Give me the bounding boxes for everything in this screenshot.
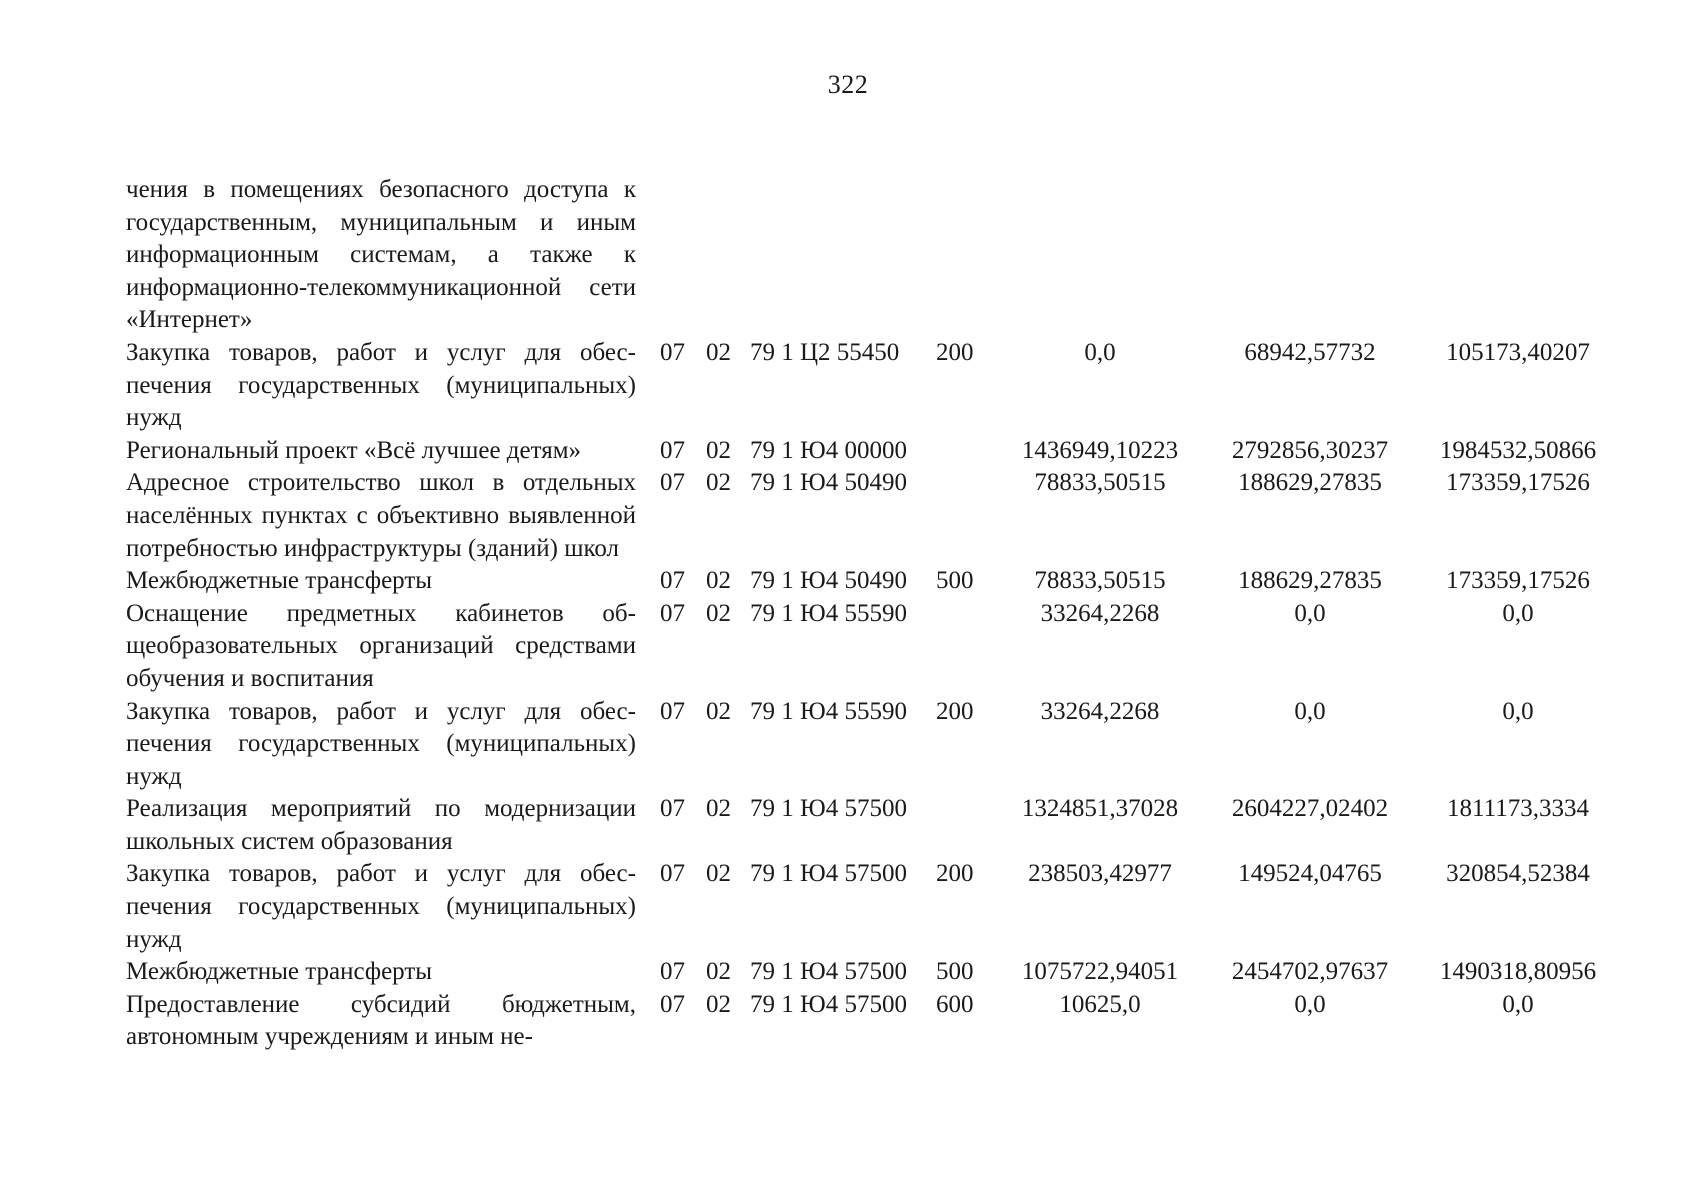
row-subsection-code: 02: [706, 469, 731, 497]
row-amount-year-3: 1490318,80956: [1439, 958, 1597, 986]
row-expense-type: 600: [936, 990, 974, 1018]
row-name: Межбюджетные трансферты: [126, 567, 433, 595]
row-amount-year-2: 0,0: [1294, 990, 1326, 1018]
row-expense-type: 500: [936, 567, 974, 595]
row-amount-year-2: 2792856,30237: [1231, 436, 1389, 464]
table-row: [126, 435, 1622, 468]
row-section-code: 07: [660, 958, 685, 986]
table-row: [126, 696, 1622, 794]
row-subsection-code: 02: [706, 860, 731, 888]
row-name: Оснащение предметных кабинетов общеобразовательных организаций средствами обучения и воспитания: [126, 599, 636, 692]
row-section-code: 07: [660, 795, 685, 823]
row-section-code: 07: [660, 697, 685, 725]
row-amount-year-2: 0,0: [1294, 599, 1326, 627]
row-amount-year-3: 0,0: [1502, 697, 1534, 725]
row-section-code: 07: [660, 567, 685, 595]
row-amount-year-2: 188629,27835: [1238, 469, 1382, 497]
row-name: Закупка товаров, работ и услуг для обеспечения государственных (муниципальных) нужд: [126, 697, 636, 790]
row-amount-year-1: 238503,42977: [1028, 860, 1172, 888]
row-subsection-code: 02: [706, 338, 731, 366]
row-amount-year-1: 0,0: [1084, 338, 1116, 366]
row-amount-year-3: 173359,17526: [1446, 469, 1590, 497]
row-name: Реализация мероприятий по модернизации школьных систем образования: [126, 795, 636, 855]
row-target-article: 79 1 Ю4 55590: [750, 599, 907, 627]
row-amount-year-3: 0,0: [1502, 599, 1534, 627]
row-target-article: 79 1 Ю4 50490: [750, 469, 907, 497]
row-expense-type: [936, 174, 994, 337]
row-amount-year-1: 33264,2268: [1040, 599, 1160, 627]
row-amount-year-2: [1206, 174, 1414, 337]
table-row: [126, 989, 1622, 1054]
row-amount-year-3: 105173,40207: [1446, 338, 1590, 366]
budget-table: [126, 174, 1622, 1054]
row-target-article: 79 1 Ю4 55590: [750, 697, 907, 725]
table-row: [126, 174, 1622, 337]
row-name: Региональный проект «Всё лучшее детям»: [126, 436, 582, 464]
row-subsection-code: 02: [706, 436, 731, 464]
row-amount-year-2: 0,0: [1294, 697, 1326, 725]
row-amount-year-2: 68942,57732: [1244, 338, 1376, 366]
row-name: Адресное строительство школ в отдельных населённых пунктах с объективно выявленной потребностью инфраструктуры (зданий) школ: [126, 469, 636, 562]
row-amount-year-3: 1984532,50866: [1439, 436, 1597, 464]
table-row: [126, 858, 1622, 956]
row-target-article: [750, 174, 936, 337]
row-target-article: 79 1 Ю4 50490: [750, 567, 907, 595]
row-amount-year-3: 173359,17526: [1446, 567, 1590, 595]
row-target-article: 79 1 Ю4 57500: [750, 958, 907, 986]
row-subsection-code: 02: [706, 990, 731, 1018]
row-name: Межбюджетные трансферты: [126, 958, 433, 986]
row-amount-year-1: 1436949,10223: [1021, 436, 1179, 464]
row-expense-type: 200: [936, 860, 974, 888]
row-subsection-code: 02: [706, 958, 731, 986]
table-row: [126, 565, 1622, 598]
row-expense-type: 200: [936, 338, 974, 366]
row-subsection-code: [706, 174, 750, 337]
row-amount-year-3: [1414, 174, 1622, 337]
row-amount-year-1: 1324851,37028: [1021, 795, 1179, 823]
row-target-article: 79 1 Ю4 57500: [750, 990, 907, 1018]
table-row: [126, 598, 1622, 696]
row-amount-year-2: 2604227,02402: [1231, 795, 1389, 823]
row-amount-year-3: 0,0: [1502, 990, 1534, 1018]
row-expense-type: [936, 598, 994, 696]
row-amount-year-1: 10625,0: [1059, 990, 1141, 1018]
row-amount-year-1: 78833,50515: [1034, 469, 1166, 497]
row-target-article: 79 1 Ю4 57500: [750, 795, 907, 823]
row-section-code: 07: [660, 990, 685, 1018]
page-number: 322: [827, 70, 869, 99]
row-subsection-code: 02: [706, 599, 731, 627]
row-expense-type: [936, 435, 994, 468]
row-section-code: 07: [660, 860, 685, 888]
row-section-code: 07: [660, 338, 685, 366]
row-section-code: [660, 174, 706, 337]
row-subsection-code: 02: [706, 795, 731, 823]
row-amount-year-2: 188629,27835: [1238, 567, 1382, 595]
row-section-code: 07: [660, 599, 685, 627]
row-target-article: 79 1 Ю4 57500: [750, 860, 907, 888]
row-subsection-code: 02: [706, 567, 731, 595]
row-expense-type: [936, 467, 994, 565]
row-expense-type: 200: [936, 697, 974, 725]
table-row: [126, 467, 1622, 565]
row-amount-year-1: 1075722,94051: [1021, 958, 1179, 986]
row-amount-year-1: 33264,2268: [1040, 697, 1160, 725]
row-section-code: 07: [660, 469, 685, 497]
row-expense-type: 500: [936, 958, 974, 986]
row-target-article: 79 1 Ю4 00000: [750, 436, 907, 464]
row-name: Закупка товаров, работ и услуг для обеспечения государственных (муниципальных) нужд: [126, 338, 636, 432]
row-expense-type: [936, 793, 994, 858]
row-subsection-code: 02: [706, 697, 731, 725]
row-amount-year-1: [994, 174, 1206, 337]
row-name: Предоставление субсидий бюджетным, автономным учреждениям и иным не-: [126, 990, 636, 1051]
table-row: [126, 337, 1622, 435]
table-row: [126, 956, 1622, 989]
row-amount-year-2: 2454702,97637: [1231, 958, 1389, 986]
table-body: [126, 174, 1622, 1054]
row-name: Закупка товаров, работ и услуг для обеспечения государственных (муниципальных) нужд: [126, 860, 636, 953]
row-target-article: 79 1 Ц2 55450: [750, 338, 900, 366]
row-section-code: 07: [660, 436, 685, 464]
row-amount-year-1: 78833,50515: [1034, 567, 1166, 595]
row-amount-year-3: 1811173,3334: [1447, 795, 1589, 823]
row-amount-year-2: 149524,04765: [1238, 860, 1382, 888]
table-row: [126, 793, 1622, 858]
row-amount-year-3: 320854,52384: [1446, 860, 1590, 888]
row-name: чения в помещениях безопасного доступа к государственным, муниципальным и иным информационным системам, а также к информационно-телекоммуникационной сети «Интернет»: [126, 176, 636, 334]
